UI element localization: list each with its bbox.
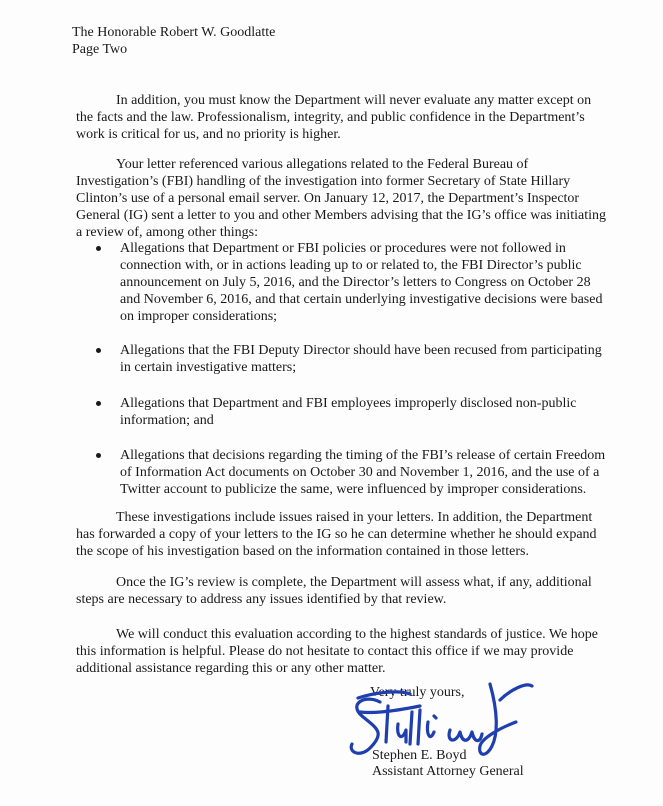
list-item-text: Allegations that Department or FBI policies or procedures were not followed in connection with, or in actions leading up to or related to, the FBI Director’s public announcement on July 5, 2016, and the Director’s letters to Congress on October 28 and November 6, 2016, and that certain underlying investigative decisions were based on improper considerations; <box>120 241 603 324</box>
paragraph-ig-review-complete: Once the IG’s review is complete, the Department will assess what, if any, additional steps are necessary to address any issues identified by that review. <box>76 575 592 607</box>
paragraph-department-evaluation: In addition, you must know the Department will never evaluate any matter except on the facts and the law. Professionalism, integrity, and public confidence in the Department’s work is critical for us, and no priority is higher. <box>76 93 592 142</box>
signer-title: Assistant Attorney General <box>372 764 524 779</box>
list-item-text: Allegations that the FBI Deputy Director should have been recused from participating in certain investigative matters; <box>120 343 602 375</box>
list-item <box>82 447 610 498</box>
list-item-text: Allegations that Department and FBI employees improperly disclosed non-public information; and <box>120 396 577 428</box>
bullet-dot-icon <box>96 453 101 458</box>
signature-block <box>372 748 524 780</box>
page-number-line: Page Two <box>72 42 128 57</box>
paragraph-investigations-include: These investigations include issues raised in your letters. In addition, the Department has forwarded a copy of your letters to the IG so he can determine whether he should expand the scope of his investigation based on the information contained in those letters. <box>76 510 597 559</box>
list-item <box>82 395 610 429</box>
paragraph-conduct-evaluation: We will conduct this evaluation according to the highest standards of justice. We hope this information is helpful. Please do not hesitate to contact this office if we may provide additional assistance regarding this or any other matter. <box>76 627 598 676</box>
bullet-dot-icon <box>96 348 101 353</box>
list-item-text: Allegations that decisions regarding the timing of the FBI’s release of certain Freedom of Information Act documents on October 30 and November 1, 2016, and the use of a Twitter account to publicize the same, were influenced by improper considerations. <box>120 448 606 497</box>
allegations-list <box>82 240 610 498</box>
paragraph-letter-referenced: Your letter referenced various allegations related to the Federal Bureau of Investigation’s (FBI) handling of the investigation into former Secretary of State Hillary Clinton’s use of a personal email server. On January 12, 2017, the Department’s Inspector General (IG) sent a letter to you and other Members advising that the IG’s office was initiating a review of, among other things: <box>76 157 607 240</box>
letter-header <box>72 24 612 58</box>
closing-salutation: Very truly yours, <box>370 685 465 700</box>
list-item <box>82 342 610 376</box>
bullet-dot-icon <box>96 401 101 406</box>
recipient-line: The Honorable Robert W. Goodlatte <box>72 25 276 40</box>
bullet-dot-icon <box>96 246 101 251</box>
signer-name: Stephen E. Boyd <box>372 748 467 763</box>
list-item <box>82 240 610 325</box>
